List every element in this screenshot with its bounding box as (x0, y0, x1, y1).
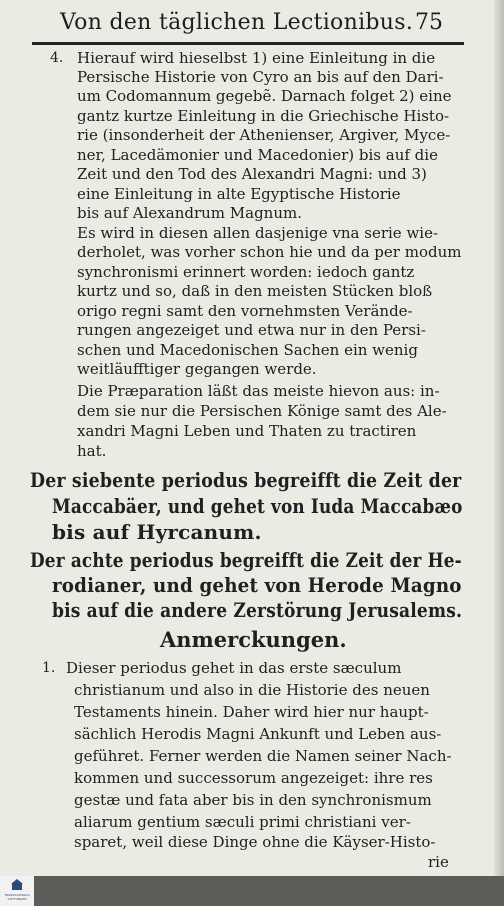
text-line: Hierauf wird hieselbst 1) eine Einleitung in die (77, 49, 436, 67)
text-line: gestæ und fata aber bis in den synchronismum (74, 791, 432, 809)
annotation-number: 1. (42, 660, 56, 676)
text-line: origo regni samt den vornehmsten Verände- (77, 302, 413, 320)
text-line: synchronismi erinnert worden: iedoch gantz (77, 263, 415, 281)
text-line: Testaments hinein. Daher wird hier nur haupt- (74, 703, 429, 721)
text-line: rie (insonderheit der Athenienser, Argiver, Myce- (77, 126, 451, 144)
text-line: sächlich Herodis Magni Ankunft und Leben aus- (74, 725, 442, 743)
text-line: schen und Macedonischen Sachen ein wenig (77, 341, 418, 359)
text-line: Persische Historie von Cyro an bis auf den Dari- (77, 68, 444, 86)
text-line: gantz kurtze Einleitung in die Griechische Histo- (77, 107, 450, 125)
running-title: Von den täglichen Lectionibus. (60, 10, 414, 35)
text-line: derholet, was vorher schon hie und da per modum (77, 243, 462, 261)
logo-text: TRANSSAXONICA STIFTUNGEN (4, 893, 30, 901)
annotations-heading: Anmerckungen. (160, 627, 347, 652)
paragraph-number: 4. (50, 50, 64, 66)
period-line: rodianer, und gehet von Herode Magno (52, 573, 462, 597)
viewer-footer (0, 876, 504, 906)
page-number: 75 (415, 10, 443, 35)
text-line: sparet, weil diese Dinge ohne die Käyser-Histo- (74, 833, 436, 851)
header-rule (32, 42, 464, 45)
library-logo[interactable] (0, 876, 34, 906)
period-line: Der achte periodus begreifft die Zeit der He- (30, 548, 462, 572)
text-line: kommen und successorum angezeiget: ihre res (74, 769, 433, 787)
text-line: hat. (77, 442, 107, 460)
text-line: christianum und also in die Historie des neuen (74, 681, 430, 699)
text-line: eine Einleitung in alte Egyptische Historie (77, 185, 401, 203)
text-line: bis auf Alexandrum Magnum. (77, 204, 302, 222)
text-line: Es wird in diesen allen dasjenige vna serie wie- (77, 224, 439, 242)
text-line: kurtz und so, daß in den meisten Stücken bloß (77, 282, 433, 300)
text-line: geführet. Ferner werden die Namen seiner Nach- (74, 747, 452, 765)
text-line: dem sie nur die Persischen Könige samt des Ale- (77, 402, 447, 420)
catchword: rie (428, 853, 449, 871)
text-line: Die Præparation läßt das meiste hievon aus: in- (77, 382, 440, 400)
period-line: bis auf Hyrcanum. (52, 520, 262, 544)
text-line: weitläufftiger gegangen werde. (77, 360, 317, 378)
period-line: Maccabäer, und gehet von Iuda Maccabæo (52, 494, 463, 518)
text-line: ner, Lacedämonier und Macedonier) bis auf die (77, 146, 438, 164)
period-line: Der siebente periodus begreifft die Zeit der (30, 468, 462, 492)
text-line: xandri Magni Leben und Thaten zu tractiren (77, 422, 417, 440)
text-line: aliarum gentium sæculi primi christiani ver- (74, 813, 411, 831)
text-line: rungen angezeiget und etwa nur in den Persi- (77, 321, 426, 339)
text-line: Dieser periodus gehet in das erste sæculum (66, 659, 402, 677)
text-line: Zeit und den Tod des Alexandri Magni: und 3) (77, 165, 427, 183)
period-line: bis auf die andere Zerstörung Jerusalems. (52, 598, 463, 622)
text-line: um Codomannum gegebẽ. Darnach folget 2) eine (77, 87, 452, 105)
library-emblem-icon (11, 879, 23, 891)
